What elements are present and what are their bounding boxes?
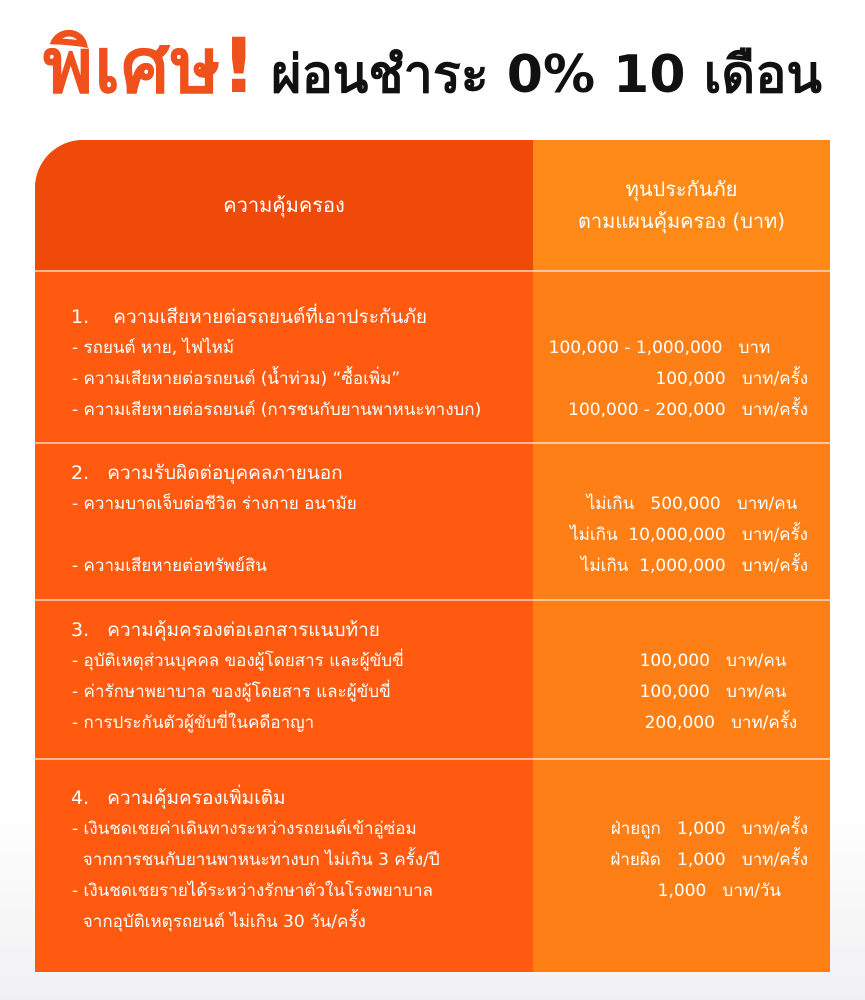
coverage-amount: 100,000 - 1,000,000 บาท bbox=[548, 338, 808, 358]
coverage-item: - อุบัติเหตุส่วนบุคคล ของผู้โดยสาร และผู้ขับขี่ bbox=[72, 651, 404, 671]
coverage-amount: 100,000 - 200,000 บาท/ครั้ง bbox=[568, 400, 808, 420]
coverage-item: - ความบาดเจ็บต่อชีวิต ร่างกาย อนามัย bbox=[72, 494, 357, 514]
coverage-item: - ค่ารักษาพยาบาล ของผู้โดยสาร และผู้ขับขี่ bbox=[72, 682, 391, 702]
header-coverage-label: ความคุ้มครอง bbox=[223, 193, 345, 217]
coverage-amount: 200,000 บาท/ครั้ง bbox=[644, 713, 808, 733]
section-title-row bbox=[35, 302, 830, 333]
header-sum-insured bbox=[533, 140, 830, 270]
table-row bbox=[35, 489, 830, 520]
coverage-amount: 1,000 บาท/วัน bbox=[657, 881, 808, 901]
headline-highlight: พิเศษ! bbox=[43, 21, 258, 110]
section-title-row bbox=[35, 615, 830, 646]
coverage-amount: ฝ่ายถูก 1,000 บาท/ครั้ง bbox=[610, 819, 808, 839]
section-divider bbox=[35, 442, 830, 444]
coverage-amount: 100,000 บาท/คน bbox=[639, 682, 808, 702]
section-title: 2. ความรับผิดต่อบุคคลภายนอก bbox=[71, 462, 343, 484]
coverage-amount: ฝ่ายผิด 1,000 บาท/ครั้ง bbox=[610, 850, 808, 870]
coverage-amount: ไม่เกิน 1,000,000 บาท/ครั้ง bbox=[580, 556, 808, 576]
coverage-item: - การประกันตัวผู้ขับขี่ในคดีอาญา bbox=[72, 713, 315, 733]
section-additional-coverage bbox=[35, 783, 830, 938]
table-row bbox=[35, 907, 830, 938]
table-row bbox=[35, 364, 830, 395]
section-divider bbox=[35, 758, 830, 760]
table-row bbox=[35, 708, 830, 739]
coverage-amount: 100,000 บาท/ครั้ง bbox=[655, 369, 808, 389]
coverage-item: - ความเสียหายต่อทรัพย์สิน bbox=[72, 556, 267, 576]
header-sum-insured-line2: ตามแผนคุ้มครอง (บาท) bbox=[577, 209, 786, 233]
headline-text: ผ่อนชำระ 0% 10 เดือน bbox=[271, 45, 822, 105]
section-attached-documents bbox=[35, 615, 830, 739]
coverage-item: - เงินชดเชยรายได้ระหว่างรักษาตัวในโรงพยาบาล bbox=[72, 881, 433, 901]
coverage-item: - เงินชดเชยค่าเดินทางระหว่างรถยนต์เข้าอู่ซ่อม bbox=[72, 819, 417, 839]
section-title: 1. ความเสียหายต่อรถยนต์ที่เอาประกันภัย bbox=[71, 306, 428, 328]
table-row bbox=[35, 395, 830, 426]
coverage-item: - ความเสียหายต่อรถยนต์ (น้ำท่วม) “ซื้อเพิ่ม” bbox=[72, 369, 401, 389]
table-row bbox=[35, 551, 830, 582]
section-vehicle-damage bbox=[35, 302, 830, 426]
table-row bbox=[35, 677, 830, 708]
coverage-table bbox=[35, 140, 830, 972]
table-row bbox=[35, 646, 830, 677]
section-title-row bbox=[35, 458, 830, 489]
coverage-amount: 100,000 บาท/คน bbox=[639, 651, 808, 671]
table-row bbox=[35, 333, 830, 364]
section-title: 3. ความคุ้มครองต่อเอกสารแนบท้าย bbox=[71, 619, 380, 641]
section-title-row bbox=[35, 783, 830, 814]
header-coverage bbox=[35, 140, 533, 270]
table-row bbox=[35, 520, 830, 551]
headline bbox=[0, 21, 865, 110]
section-divider bbox=[35, 599, 830, 601]
coverage-item: จากการชนกับยานพาหนะทางบก ไม่เกิน 3 ครั้ง/ปี bbox=[72, 850, 440, 870]
coverage-amount: ไม่เกิน 10,000,000 บาท/ครั้ง bbox=[570, 525, 808, 545]
table-row bbox=[35, 876, 830, 907]
coverage-item: - ความเสียหายต่อรถยนต์ (การชนกับยานพาหนะทางบก) bbox=[72, 400, 482, 420]
header-sum-insured-line1: ทุนประกันภัย bbox=[625, 177, 738, 201]
coverage-item: - รถยนต์ หาย, ไฟไหม้ bbox=[72, 338, 235, 358]
coverage-item: จากอุบัติเหตุรถยนต์ ไม่เกิน 30 วัน/ครั้ง bbox=[72, 912, 366, 932]
table-row bbox=[35, 845, 830, 876]
section-third-party-liability bbox=[35, 458, 830, 582]
table-row bbox=[35, 814, 830, 845]
section-divider bbox=[35, 270, 830, 272]
coverage-amount: ไม่เกิน 500,000 บาท/คน bbox=[586, 494, 808, 514]
section-title: 4. ความคุ้มครองเพิ่มเติม bbox=[71, 787, 286, 809]
